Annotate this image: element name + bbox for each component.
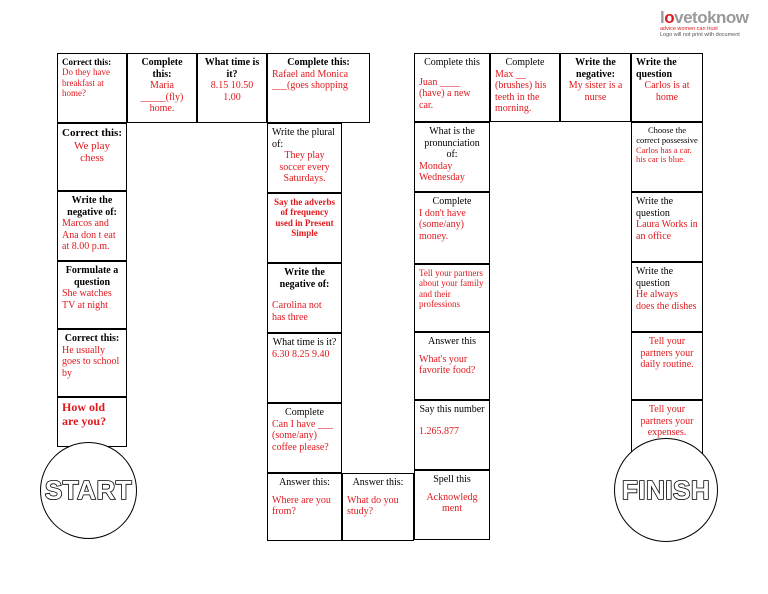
board-cell-28[interactable]: Write the question Laura Works in an office <box>631 192 703 262</box>
board-cell-29[interactable]: Write the question He always does the dishes <box>631 262 703 332</box>
board-cell-26[interactable]: Write the question Carlos is at home <box>631 53 703 122</box>
start-label: START <box>44 475 133 505</box>
board-cell-4[interactable]: Complete this: Rafael and Monica ___(goes shopping <box>267 53 370 123</box>
board-cell-6[interactable]: Write the plural of: They play soccer every Saturdays. <box>267 123 342 193</box>
board-cell-13[interactable]: How old are you? <box>57 397 127 447</box>
board-cell-17[interactable]: Spell this Acknowledg ment <box>414 470 490 540</box>
board-cell-2[interactable]: Complete this: Maria _____(fly) home. <box>127 53 197 123</box>
board-cell-23[interactable]: Complete this Juan ____ (have) a new car. <box>414 53 490 122</box>
board-cell-25[interactable]: Write the negative: My sister is a nurse <box>560 53 631 122</box>
finish-label: FINISH <box>621 474 711 505</box>
board-cell-20[interactable]: Tell your partners about your family and their professions <box>414 264 490 332</box>
board-cell-7[interactable]: Write the negative of: Marcos and Ana don t eat at 8.00 p.m. <box>57 191 127 261</box>
board-cell-8[interactable]: Say the adverbs of frequency used in Present Simple <box>267 193 342 263</box>
board-cell-12[interactable]: What time is it? 6.30 8.25 9.40 <box>267 333 342 403</box>
board-cell-10[interactable]: Write the negative of: Carolina not has three <box>267 263 342 333</box>
board-cell-27[interactable]: Choose the correct possessive Carlos has a car. his car is blue. <box>631 122 703 192</box>
board-cell-21[interactable]: Complete I don't have (some/any) money. <box>414 192 490 264</box>
board-cell-3[interactable]: What time is it? 8.15 10.50 1.00 <box>197 53 267 123</box>
board-cell-14[interactable]: Complete Can I have ___ (some/any) coffee please? <box>267 403 342 473</box>
board-cell-30[interactable]: Tell your partners your daily routine. <box>631 332 703 400</box>
board-cell-19[interactable]: Answer this What's your favorite food? <box>414 332 490 400</box>
board-cell-15[interactable]: Answer this: Where are you from? <box>267 473 342 541</box>
board-cell-18[interactable]: Say this number 1.265.877 <box>414 400 490 470</box>
finish-circle <box>614 438 718 542</box>
board-cell-1[interactable]: Correct this: Do they have breakfast at home? <box>57 53 127 123</box>
board-cell-9[interactable]: Formulate a question She watches TV at night <box>57 261 127 329</box>
board-cell-11[interactable]: Correct this: He usually goes to school by <box>57 329 127 397</box>
start-circle <box>40 442 137 539</box>
logo-note: Logo will not print with document <box>660 32 740 38</box>
board-cell-16[interactable]: Answer this: What do you study? <box>342 473 414 541</box>
logo-brand: lovetoknow <box>660 8 749 27</box>
board-cell-5[interactable]: Correct this: We play chess <box>57 123 127 191</box>
lovetoknow-logo <box>660 8 760 38</box>
board-cell-31[interactable]: Tell your partners your expenses. <box>631 400 703 468</box>
logo-tagline: advice women can trust <box>660 26 718 32</box>
board-cell-22[interactable]: What is the pronunciation of: Monday Wednesday <box>414 122 490 192</box>
board-cell-24[interactable]: Complete Max __ (brushes) his teeth in the morning. <box>490 53 560 122</box>
